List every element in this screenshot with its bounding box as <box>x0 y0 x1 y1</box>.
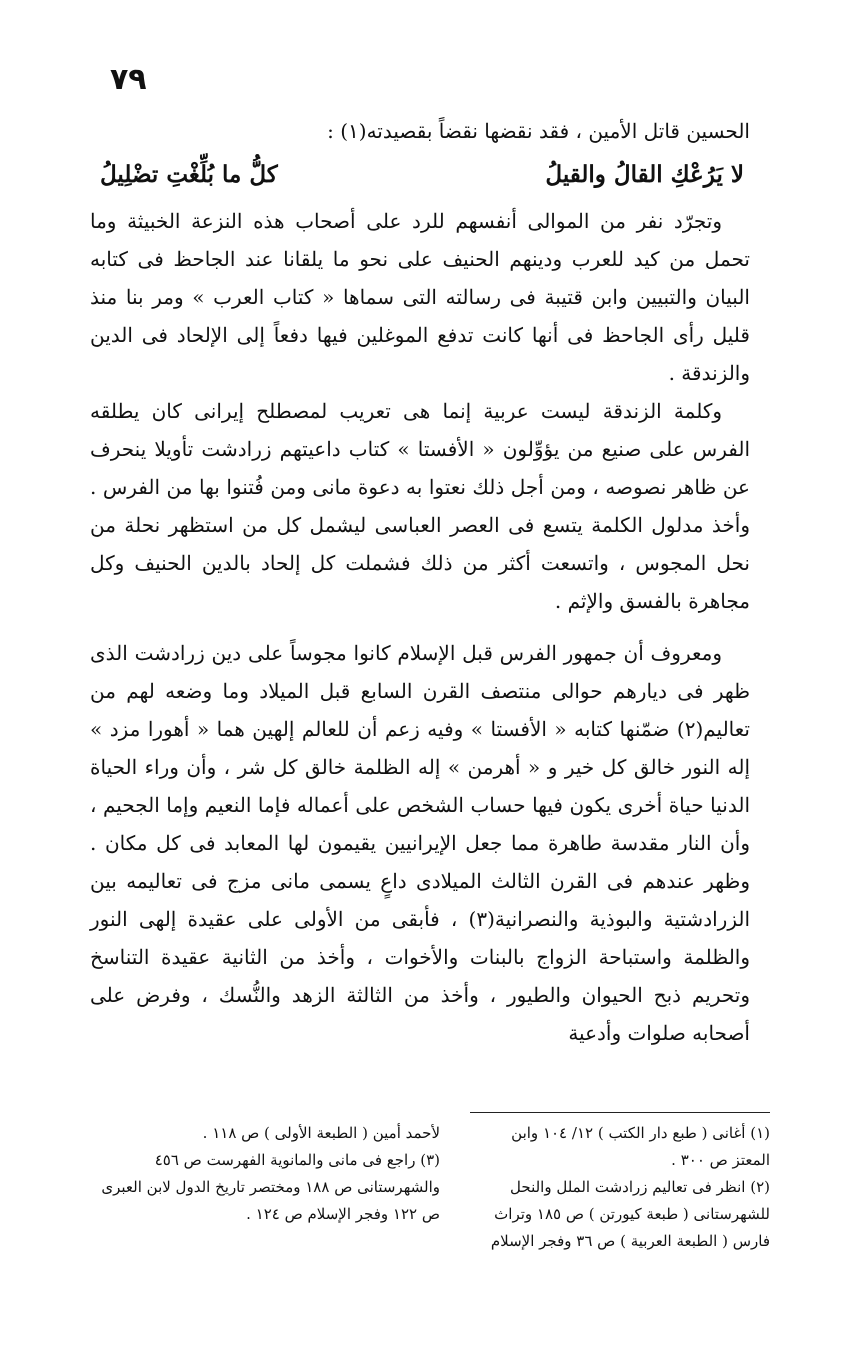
footnote: (١) أغانى ( طبع دار الكتب ) ١٢/ ١٠٤ وابن المعتز ص ٣٠٠ . <box>511 1124 770 1169</box>
footnotes-left-column <box>100 1120 440 1228</box>
paragraph: وتجرّد نفر من الموالى أنفسهم للرد على أصحاب هذه النزعة الخبيثة وما تحمل من كيد للعرب ودينهم الحنيف على نحو ما يلقانا عند الجاحظ فى كتابه البيان والتبيين وابن قتيبة فى رسالته التى سماها « كتاب العرب » ومر بنا منذ قليل رأى الجاحظ فى أنها كانت تدفع الموغلين فيها دفعاً إلى الإلحاد فى الدين والزندقة . <box>90 209 750 385</box>
main-text <box>90 112 750 1052</box>
page-number: ٧٩ <box>110 62 147 97</box>
footnote: لأحمد أمين ( الطبعة الأولى ) ص ١١٨ . <box>202 1124 440 1142</box>
footnotes-right-column <box>474 1120 770 1255</box>
paragraph: وكلمة الزندقة ليست عربية إنما هى تعريب لمصطلح إيرانى كان يطلقه الفرس على صنيع من يؤوِّلون « الأفستا » كتاب داعيتهم زرادشت تأويلا ينحرف عن ظاهر نصوصه ، ومن أجل ذلك نعتوا به دعوة مانى ومن فُتنوا بها من الفرس . وأخذ مدلول الكلمة يتسع فى العصر العباسى ليشمل كل من استظهر نحلة من نحل المجوس ، واتسعت أكثر من ذلك فشملت كل إلحاد بالدين الحنيف وكل مجاهرة بالفسق والإثم . <box>90 399 750 613</box>
poem-verse <box>90 150 750 202</box>
intro-line: الحسين قاتل الأمين ، فقد نقضها نقضاً بقصيدته(١) : <box>327 119 750 143</box>
verse-hemistich-left: كلُّ ما بُلِّغْتِ تضْلِيلُ <box>100 161 278 188</box>
footnote: (٢) انظر فى تعاليم زرادشت الملل والنحل للشهرستانى ( طبعة كيورتن ) ص ١٨٥ وتراث فارس ( الطبعة العربية ) ص ٣٦ وفجر الإسلام <box>490 1178 770 1250</box>
footnote: (٣) راجع فى مانى والمانوية الفهرست ص ٤٥٦ والشهرستانى ص ١٨٨ ومختصر تاريخ الدول لابن العبرى ص ١٢٢ وفجر الإسلام ص ١٢٤ . <box>101 1151 440 1223</box>
verse-hemistich-right: لا يَرُعْكِ القالُ والقيلُ <box>545 161 744 188</box>
footnote-divider <box>470 1112 770 1113</box>
paragraph: ومعروف أن جمهور الفرس قبل الإسلام كانوا مجوساً على دين زرادشت الذى ظهر فى ديارهم حوالى منتصف القرن السابع قبل الميلاد وما وضعه لهم من تعاليم(٢) ضمّنها كتابه « الأفستا » وفيه زعم أن للعالم إلهين هما « أهورا مزد » إله النور خالق كل خير و « أهرمن » إله الظلمة خالق كل شر ، وأن وراء الحياة الدنيا حياة أخرى يكون فيها حساب الشخص على أعماله فإما النعيم وإما الجحيم ، وأن النار مقدسة طاهرة مما جعل الإيرانيين يقيمون لها المعابد فى كل مكان . وظهر عندهم فى القرن الثالث الميلادى داعٍ يسمى مانى مزج فى تعاليمه بين الزرادشتية والبوذية والنصرانية(٣) ، فأبقى من الأولى على عقيدة إلهى النور والظلمة واستباحة الزواج بالبنات والأخوات ، وأخذ من الثانية عقيدة التناسخ وتحريم ذبح الحيوان والطيور ، وأخذ من الثالثة الزهد والنُّسك ، وفرض على أصحابه صلوات وأدعية <box>90 641 750 1045</box>
